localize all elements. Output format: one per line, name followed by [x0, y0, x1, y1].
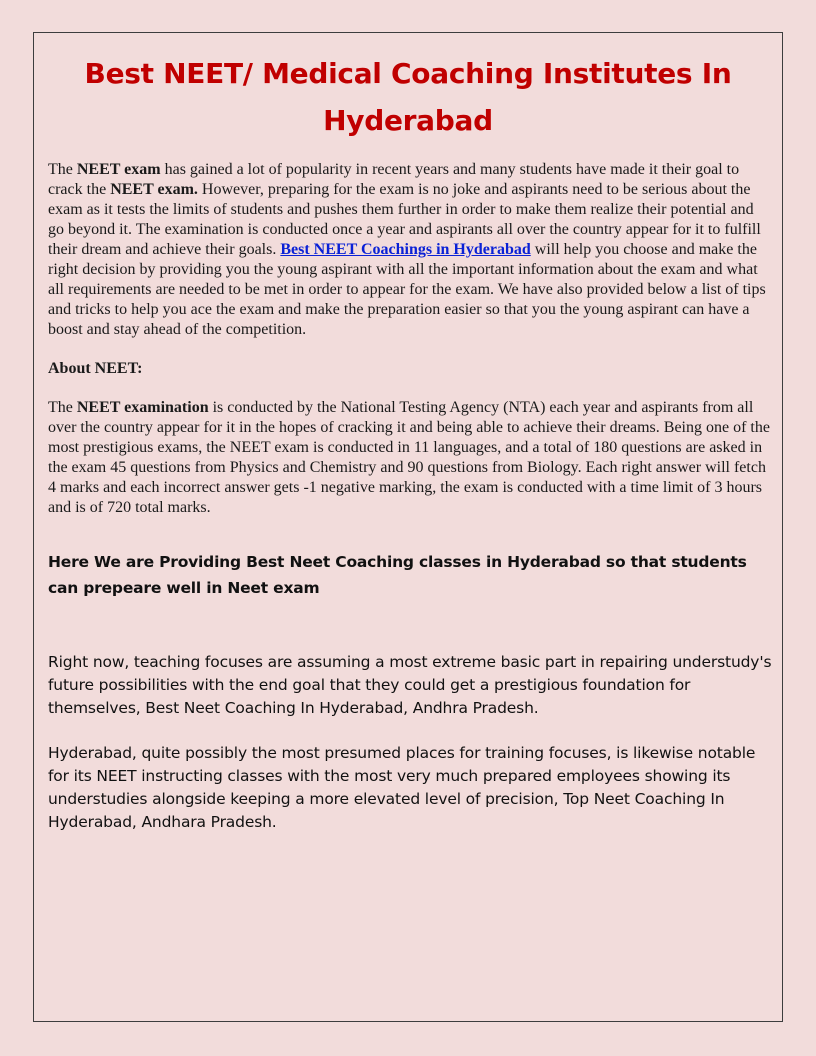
about-paragraph — [48, 398, 772, 518]
intro-text-3: However, preparing for the exam is no joke and aspirants need to be serious about the exam as it tests the limits of students and pushes them further in order to make them realize their potential and go beyond it. The examination is conducted once a year and aspirants all over the country appear for it to fulfill their dream and achieve their goals. — [48, 181, 761, 258]
intro-text-4: will help you choose and make the right decision by providing you the young aspirant with all the important information about the exam and what all requirements are needed to be met in order to appear for the exam. We have also provided below a list of tips and tricks to help you ace the exam and make the preparation easier so that you the young aspirant can have a boost and stay ahead of the competition. — [48, 241, 766, 338]
about-text-2: is conducted by the National Testing Agency (NTA) each year and aspirants from all over the country appear for it in the hopes of cracking it and being able to achieve their dreams. Being one of the most prestigious exams, the NEET exam is conducted in 11 languages, and a total of 180 questions are asked in the exam 45 questions from Physics and Chemistry and 90 questions from Biology. Each right answer will fetch 4 marks and each incorrect answer gets -1 negative marking, the exam is conducted with a time limit of 3 hours and is of 720 total marks. — [48, 399, 770, 516]
best-neet-coachings-link[interactable]: Best NEET Coachings in Hyderabad — [280, 241, 531, 258]
about-neet-heading: About NEET: — [48, 360, 143, 377]
intro-bold-1: NEET exam — [76, 161, 161, 178]
providing-heading: Here We are Providing Best Neet Coaching classes in Hyderabad so that students can prepeare well in Neet exam — [48, 553, 747, 597]
page-title: Best NEET/ Medical Coaching Institutes In Hyderabad — [84, 57, 732, 137]
teaching-paragraph: Right now, teaching focuses are assuming a most extreme basic part in repairing understudy's future possibilities with the end goal that they could get a prestigious foundation for themselves, Best Neet Coaching In Hyderabad, Andhra Pradesh. — [48, 653, 772, 717]
intro-bold-2: NEET exam. — [110, 181, 198, 198]
about-bold-1: NEET examination — [76, 399, 209, 416]
article-body — [48, 160, 772, 834]
intro-text-2: has gained a lot of popularity in recent years and many students have made it their goal to crack the — [48, 161, 740, 198]
hyderabad-paragraph: Hyderabad, quite possibly the most presumed places for training focuses, is likewise notable for its NEET instructing classes with the most very much prepared employees showing its understudies alongside keeping a more elevated level of precision, Top Neet Coaching In Hyderabad, Andhara Pradesh. — [48, 744, 756, 831]
intro-paragraph — [48, 160, 772, 340]
intro-text-1: The — [48, 161, 77, 178]
about-text-1: The — [48, 399, 77, 416]
